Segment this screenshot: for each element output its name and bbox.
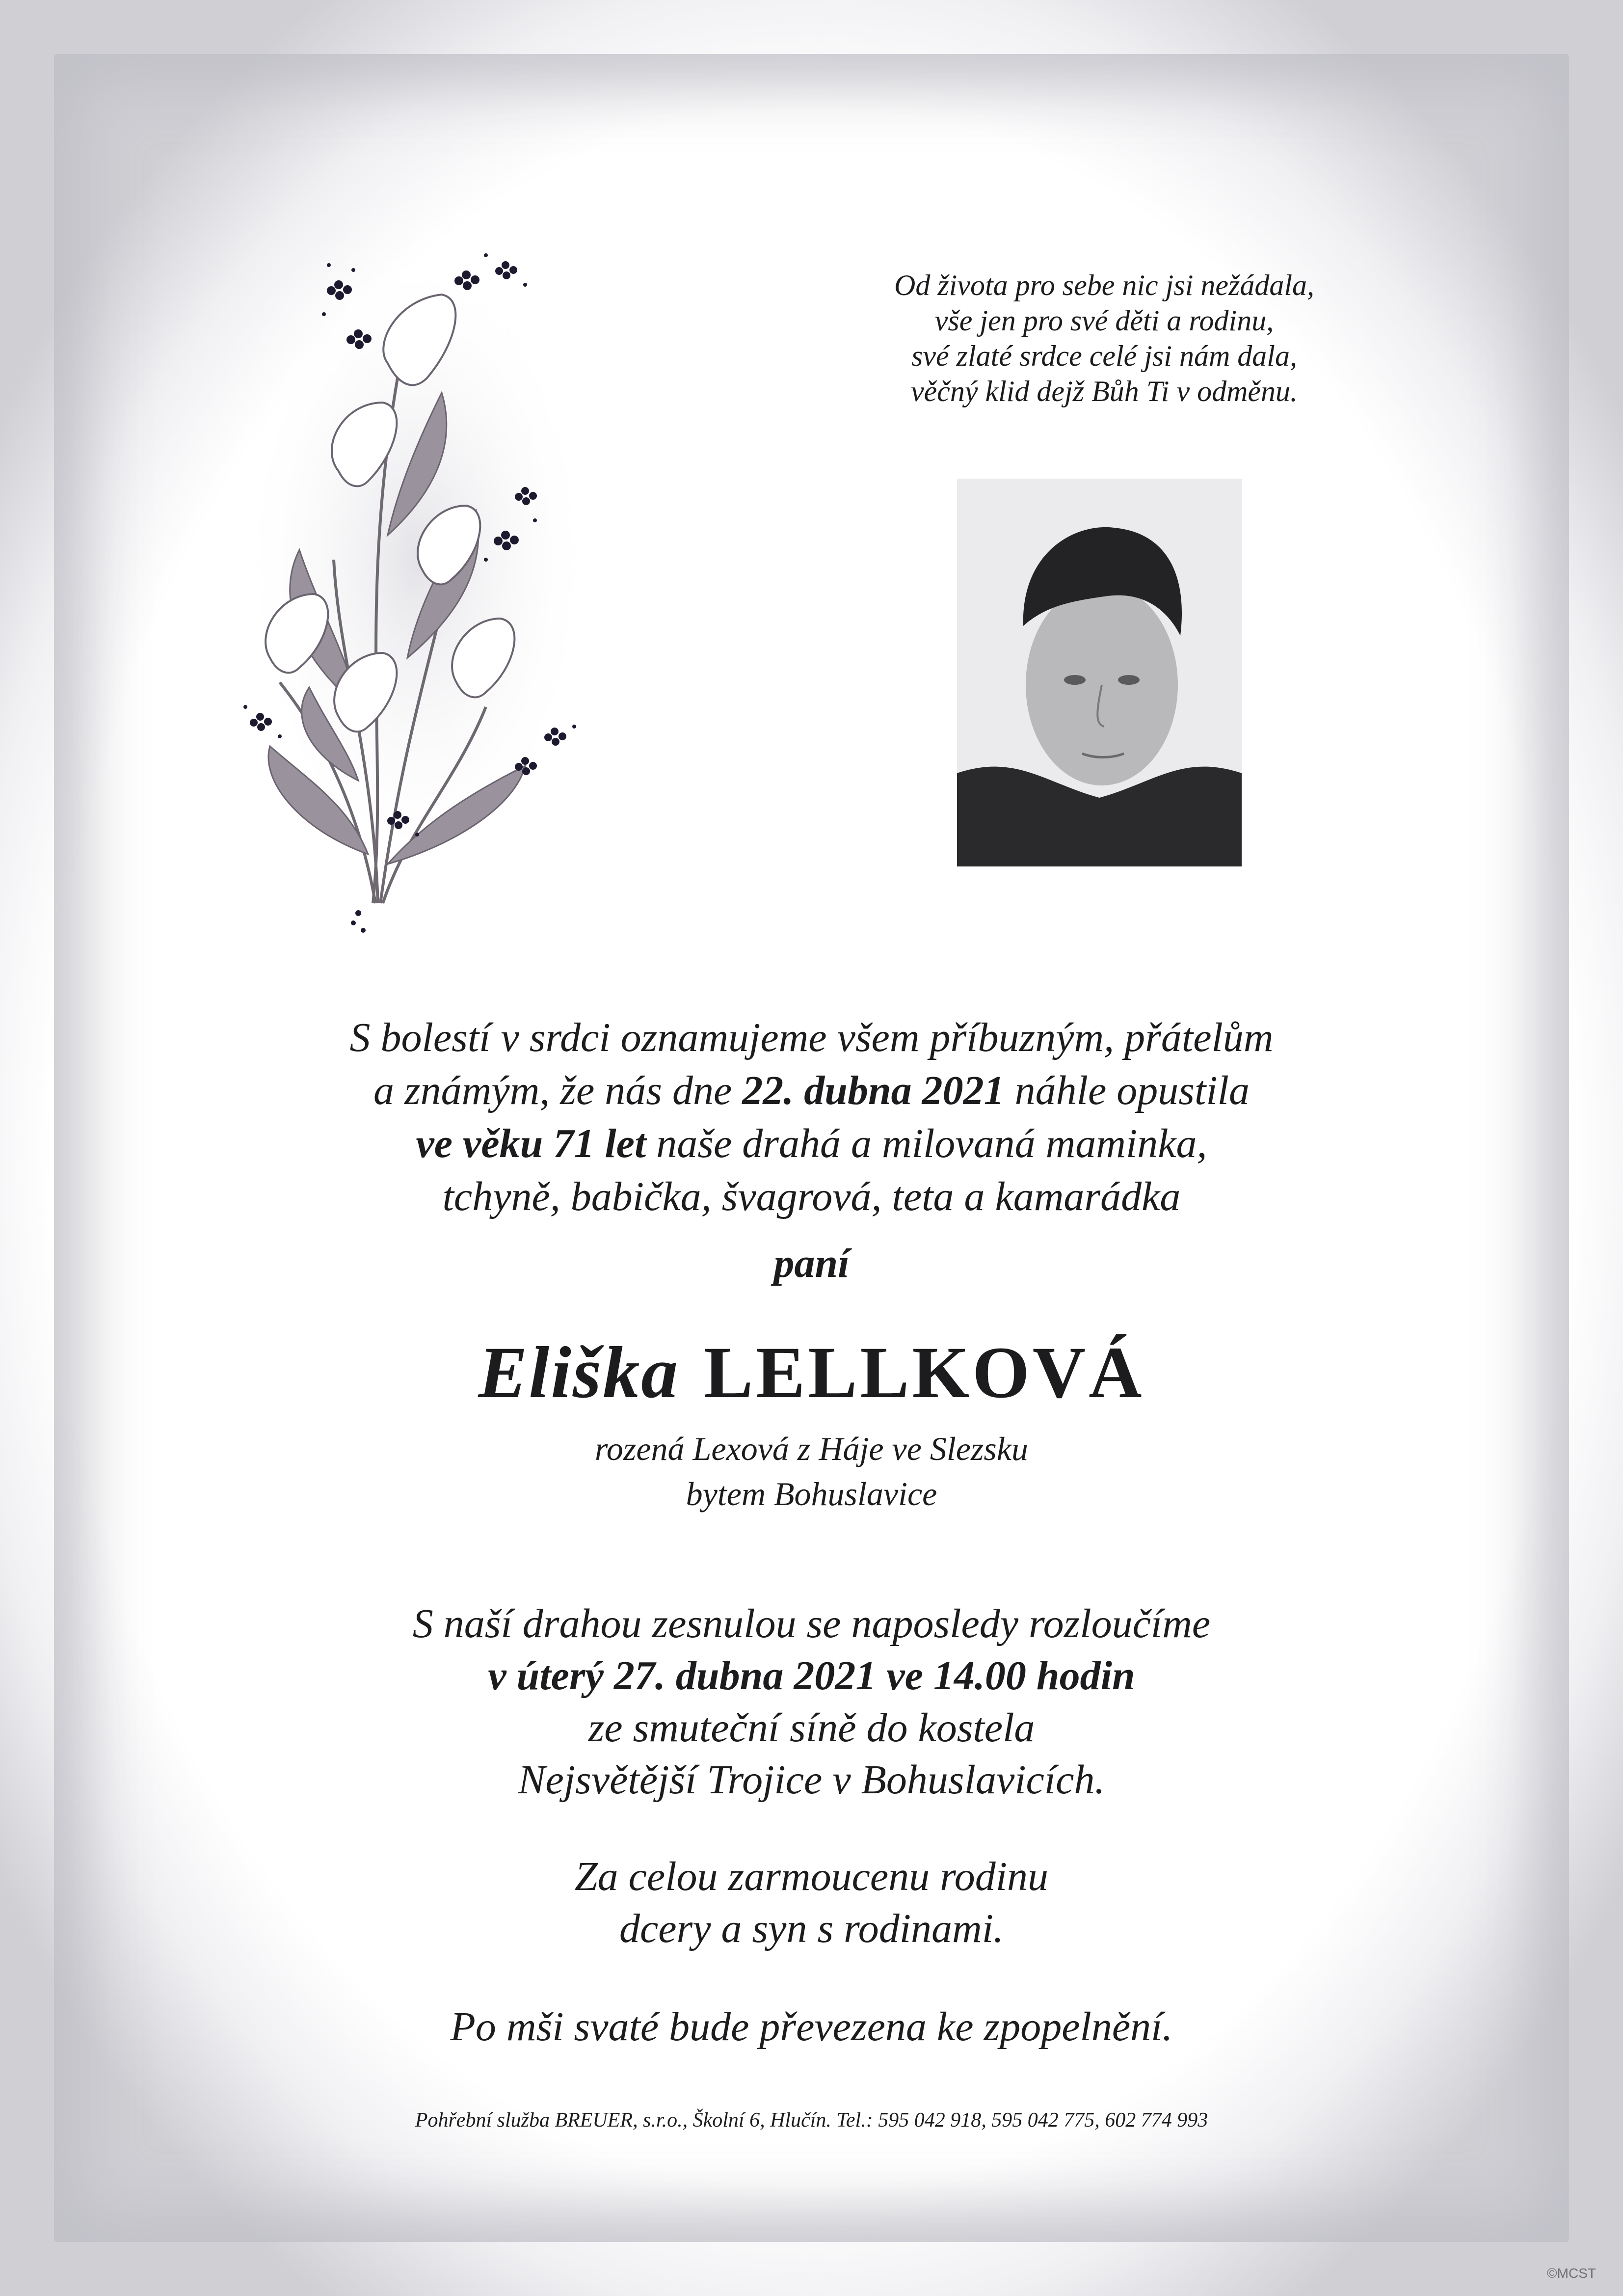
announcement-text: a známým, že nás dne (373, 1068, 743, 1113)
watermark: ©MCST (1547, 2266, 1596, 2281)
announcement-line: tchyně, babička, švagrová, teta a kamarádka (442, 1174, 1181, 1219)
calla-lily-bouquet-illustration (211, 216, 623, 938)
announcement-text: naše drahá a milovaná maminka, (646, 1121, 1207, 1166)
funeral-service-footer: Pohřební služba BREUER, s.r.o., Školní 6, Hlučín. Tel.: 595 042 918, 595 042 775, 602 774 993 (415, 2109, 1208, 2132)
title-word: paní (773, 1241, 850, 1286)
poem-line: věčný klid dejž Bůh Ti v odměnu. (910, 375, 1298, 407)
funeral-line: ze smuteční síně do kostela (588, 1705, 1035, 1751)
first-name: Eliška (478, 1332, 680, 1413)
death-date: 22. dubna 2021 (742, 1068, 1005, 1113)
cremation-note: Po mši svaté bude převezena ke zpopelnění. (450, 2004, 1173, 2050)
funeral-line: Nejsvětější Trojice v Bohuslavicích. (518, 1757, 1105, 1803)
surname: LELLKOVÁ (704, 1332, 1145, 1413)
announcement (0, 1011, 1623, 1223)
announcement-line (0, 1117, 1623, 1170)
poem-line: Od života pro sebe nic jsi nežádala, (894, 269, 1315, 301)
family-signature (0, 1851, 1623, 1955)
family-line: dcery a syn s rodinami. (619, 1906, 1004, 1951)
deceased-origin (0, 1426, 1623, 1516)
residence: bytem Bohuslavice (686, 1475, 937, 1513)
poem-line: vše jen pro své děti a rodinu, (934, 304, 1274, 337)
announcement-line: S bolestí v srdci oznamujeme všem příbuzným, přátelům (349, 1015, 1274, 1060)
birth-name: rozená Lexová z Háje ve Slezsku (594, 1430, 1029, 1467)
funeral-datetime: v úterý 27. dubna 2021 ve 14.00 hodin (488, 1653, 1135, 1699)
deceased-name (0, 1330, 1623, 1415)
portrait-image (957, 479, 1242, 866)
announcement-line (0, 1064, 1623, 1117)
age: ve věku 71 let (416, 1121, 646, 1166)
funeral-info (0, 1598, 1623, 1806)
family-line: Za celou zarmoucenu rodinu (574, 1854, 1049, 1899)
poem-line: své zlaté srdce celé jsi nám dala, (911, 340, 1297, 372)
portrait-photo (957, 479, 1242, 866)
funeral-line: S naší drahou zesnulou se naposledy rozloučíme (412, 1601, 1211, 1647)
poem (785, 268, 1423, 409)
announcement-text: náhle opustila (1004, 1068, 1250, 1113)
